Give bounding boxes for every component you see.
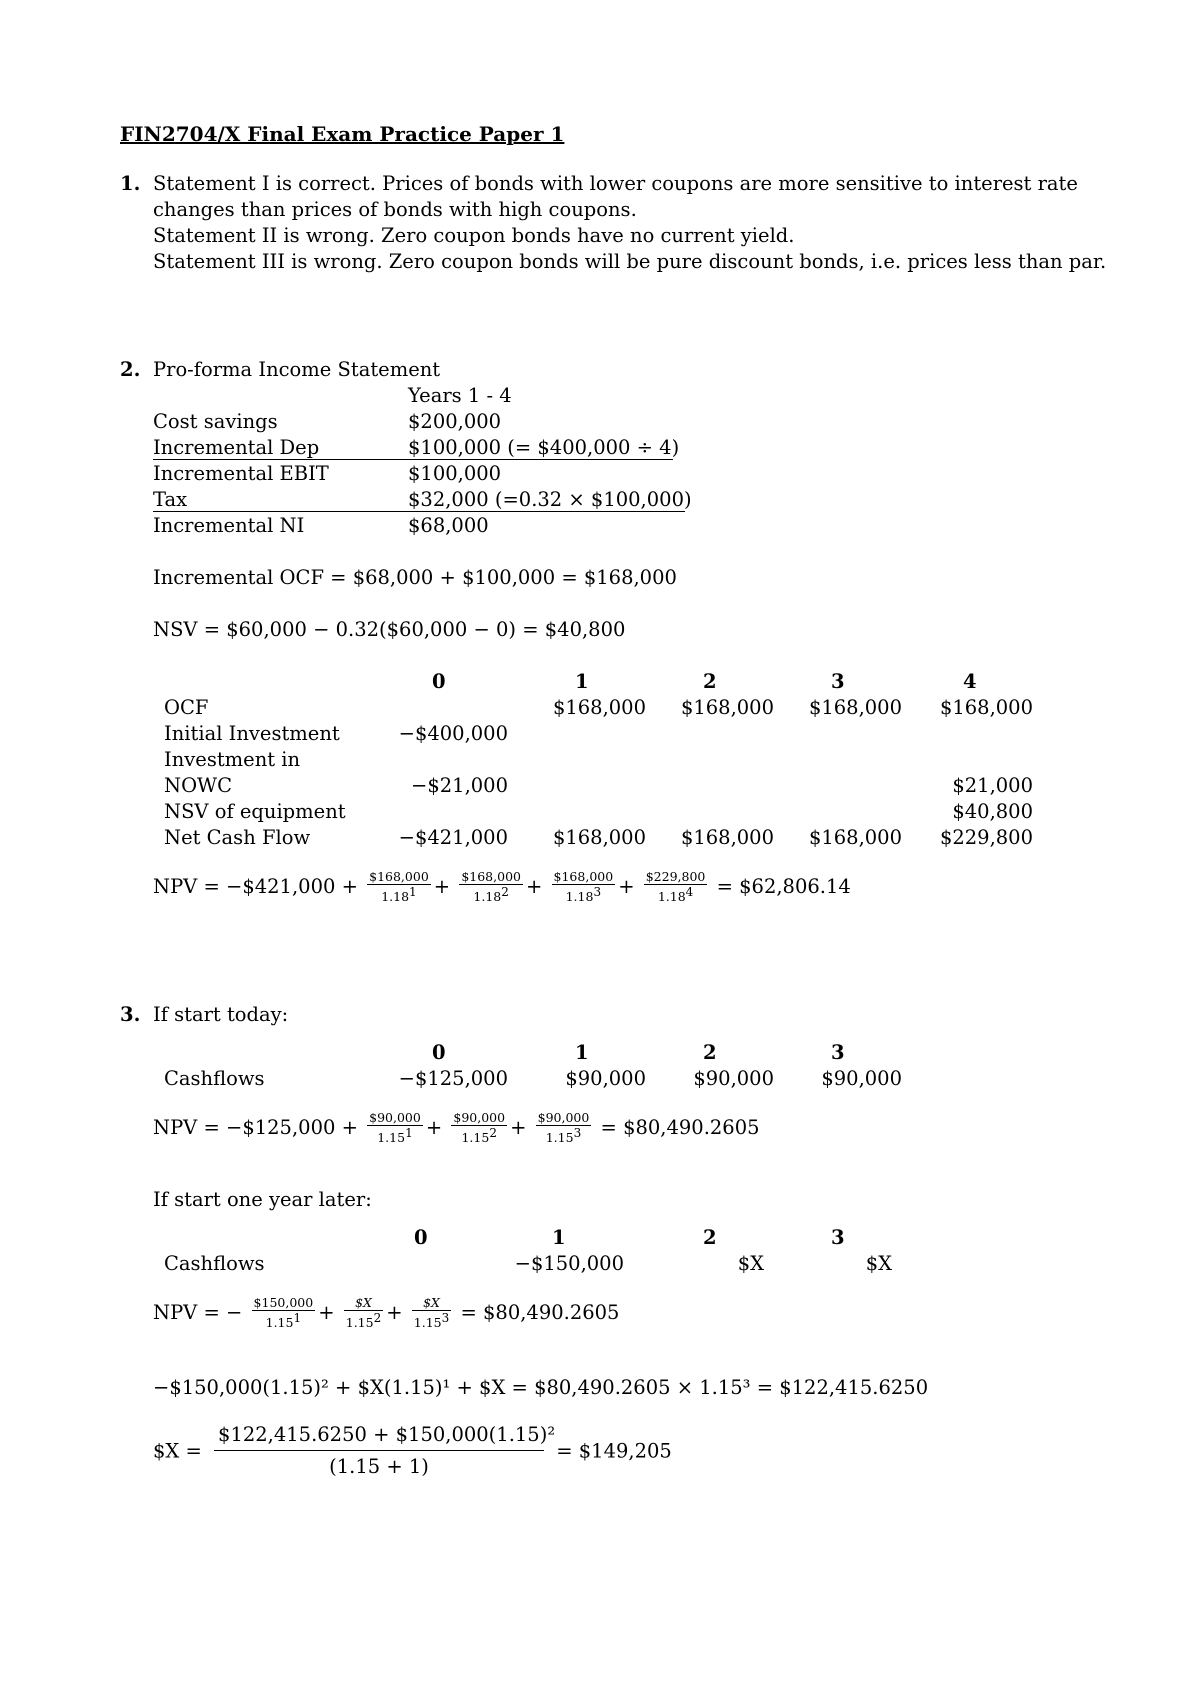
- npv-fraction: $\frac{\$168,000}{1.18^1}$: [369, 869, 429, 905]
- q3-npv-later: NPV = − $\frac{\$150,000}{1.15^1}$ + $\frac{\$X}{1.15^2}$ + $\frac{\$X}{1.15^3}$ = $80,490.2605: [153, 1295, 620, 1331]
- q1-line-3: Statement II is wrong. Zero coupon bonds have no current yield.: [153, 224, 795, 247]
- question-2-number: 2.: [120, 358, 141, 381]
- income-label-dep: Incremental Dep: [153, 436, 320, 459]
- cf-cell: $168,000: [680, 696, 774, 719]
- cf-row-label-ocf: OCF: [164, 696, 209, 719]
- q2-npv-equation: NPV = −$421,000 + $\frac{\$168,000}{1.18^1}$ + $\frac{\$168,000}{1.18^2}$ + $\frac{\$168,000}{1.18^3}$ + $\frac{\$229,800}{1.18^4}$ = $62,806.14: [153, 869, 851, 905]
- npv-fraction: $\frac{\$168,000}{1.18^3}$: [553, 869, 614, 905]
- npv-fraction: $\frac{\$90,000}{1.15^1}$: [369, 1110, 421, 1146]
- cf-cell: $21,000: [952, 774, 1033, 797]
- npv-fraction: $\frac{\$150,000}{1.15^1}$: [253, 1295, 314, 1331]
- cf-row-label-nsv: NSV of equipment: [164, 800, 346, 823]
- cf-row-label-net-cash-flow: Net Cash Flow: [164, 826, 311, 849]
- question-3-number: 3.: [120, 1003, 141, 1026]
- q1-line-4: Statement III is wrong. Zero coupon bonds will be pure discount bonds, i.e. prices less than par.: [153, 250, 1107, 273]
- q3b-cell: −$150,000: [514, 1252, 624, 1275]
- cf-row-label-nowc: NOWC: [164, 774, 233, 797]
- npv-result: = $62,806.14: [716, 874, 851, 898]
- q3-header-2: 2: [703, 1041, 717, 1064]
- income-label-ni: Incremental NI: [153, 514, 305, 537]
- q2-heading: Pro-forma Income Statement: [153, 358, 441, 381]
- nsv-equation: NSV = $60,000 − 0.32($60,000 − 0) = $40,800: [153, 618, 626, 641]
- q3-row-label: Cashflows: [164, 1067, 265, 1090]
- q3b-header-0: 0: [414, 1226, 428, 1249]
- q1-line-1: Statement I is correct. Prices of bonds with lower coupons are more sensitive to interest rate: [153, 172, 1078, 195]
- x-fraction: $\frac{\text{\$122,415.6250 + \$150,000(1.15)²}}{(1.15 + 1)}$: [214, 1422, 544, 1481]
- npv-fraction: $\frac{\$90,000}{1.15^2}$: [453, 1110, 506, 1146]
- cf-cell: −$400,000: [398, 722, 508, 745]
- q3b-header-2: 2: [703, 1226, 717, 1249]
- cf-header-3: 3: [831, 670, 845, 693]
- q3-header-1: 1: [575, 1041, 589, 1064]
- q3b-row-label: Cashflows: [164, 1252, 265, 1275]
- cf-cell: $168,000: [808, 826, 902, 849]
- income-label-tax: Tax: [153, 488, 188, 511]
- cf-header-4: 4: [963, 670, 977, 693]
- cf-cell: $168,000: [552, 826, 646, 849]
- cf-row-label-investment-in: Investment in: [164, 748, 301, 771]
- q3-cell: $90,000: [693, 1067, 774, 1090]
- income-value-tax: $32,000 (=0.32 × $100,000): [408, 488, 692, 511]
- income-value-cost-savings: $200,000: [408, 410, 502, 433]
- question-1-number: 1.: [120, 172, 141, 195]
- cf-cell: −$21,000: [411, 774, 508, 797]
- cf-cell: $168,000: [939, 696, 1033, 719]
- cf-row-label-initial-investment: Initial Investment: [164, 722, 340, 745]
- q3-header-3: 3: [831, 1041, 845, 1064]
- q3b-cell: $X: [737, 1252, 764, 1275]
- npv-fraction: $\frac{\$X}{1.15^3}$: [413, 1295, 450, 1331]
- q3b-header-3: 3: [831, 1226, 845, 1249]
- npv-fraction: $\frac{\$168,000}{1.18^2}$: [461, 869, 521, 905]
- cf-cell: −$421,000: [398, 826, 508, 849]
- income-value-ebit: $100,000: [408, 462, 502, 485]
- income-label-cost-savings: Cost savings: [153, 410, 278, 433]
- q3-cell: −$125,000: [398, 1067, 508, 1090]
- income-label-ebit: Incremental EBIT: [153, 462, 329, 485]
- page-title: FIN2704/X Final Exam Practice Paper 1: [120, 122, 565, 146]
- q3-heading-later: If start one year later:: [153, 1188, 372, 1211]
- ocf-equation: Incremental OCF = $68,000 + $100,000 = $168,000: [153, 566, 677, 589]
- npv-fraction: $\frac{\$229,800}{1.18^4}$: [645, 869, 706, 905]
- cf-cell: $168,000: [808, 696, 902, 719]
- cf-cell: $40,800: [952, 800, 1033, 823]
- years-label: Years 1 - 4: [408, 384, 512, 407]
- q3-solve-x: $X = $\frac{\text{\$122,415.6250 + \$150,000(1.15)²}}{(1.15 + 1)}$ = $149,205: [153, 1422, 672, 1481]
- cf-cell: $168,000: [680, 826, 774, 849]
- q3b-header-1: 1: [552, 1226, 566, 1249]
- cf-header-2: 2: [703, 670, 717, 693]
- npv-fraction: $\frac{\$X}{1.15^2}$: [345, 1295, 382, 1331]
- q3-expanded-equation: −$150,000(1.15)² + $X(1.15)¹ + $X = $80,490.2605 × 1.15³ = $122,415.6250: [153, 1376, 929, 1399]
- cf-cell: $168,000: [552, 696, 646, 719]
- q3-cell: $90,000: [565, 1067, 646, 1090]
- q3-npv-today: NPV = −$125,000 + $\frac{\$90,000}{1.15^1}$ + $\frac{\$90,000}{1.15^2}$ + $\frac{\$90,000}{1.15^3}$ = $80,490.2605: [153, 1110, 760, 1146]
- q3-heading-today: If start today:: [153, 1003, 289, 1026]
- cf-header-1: 1: [575, 670, 589, 693]
- cf-cell: $229,800: [939, 826, 1033, 849]
- q3-cell: $90,000: [821, 1067, 902, 1090]
- income-value-dep: $100,000 (= $400,000 ÷ 4): [408, 436, 680, 459]
- npv-fraction: $\frac{\$90,000}{1.15^3}$: [537, 1110, 590, 1146]
- q3-header-0: 0: [432, 1041, 446, 1064]
- q1-line-2: changes than prices of bonds with high coupons.: [153, 198, 637, 221]
- q3b-cell: $X: [865, 1252, 892, 1275]
- income-value-ni: $68,000: [408, 514, 489, 537]
- cf-header-0: 0: [432, 670, 446, 693]
- npv-prefix: NPV = −$421,000 +: [153, 874, 358, 898]
